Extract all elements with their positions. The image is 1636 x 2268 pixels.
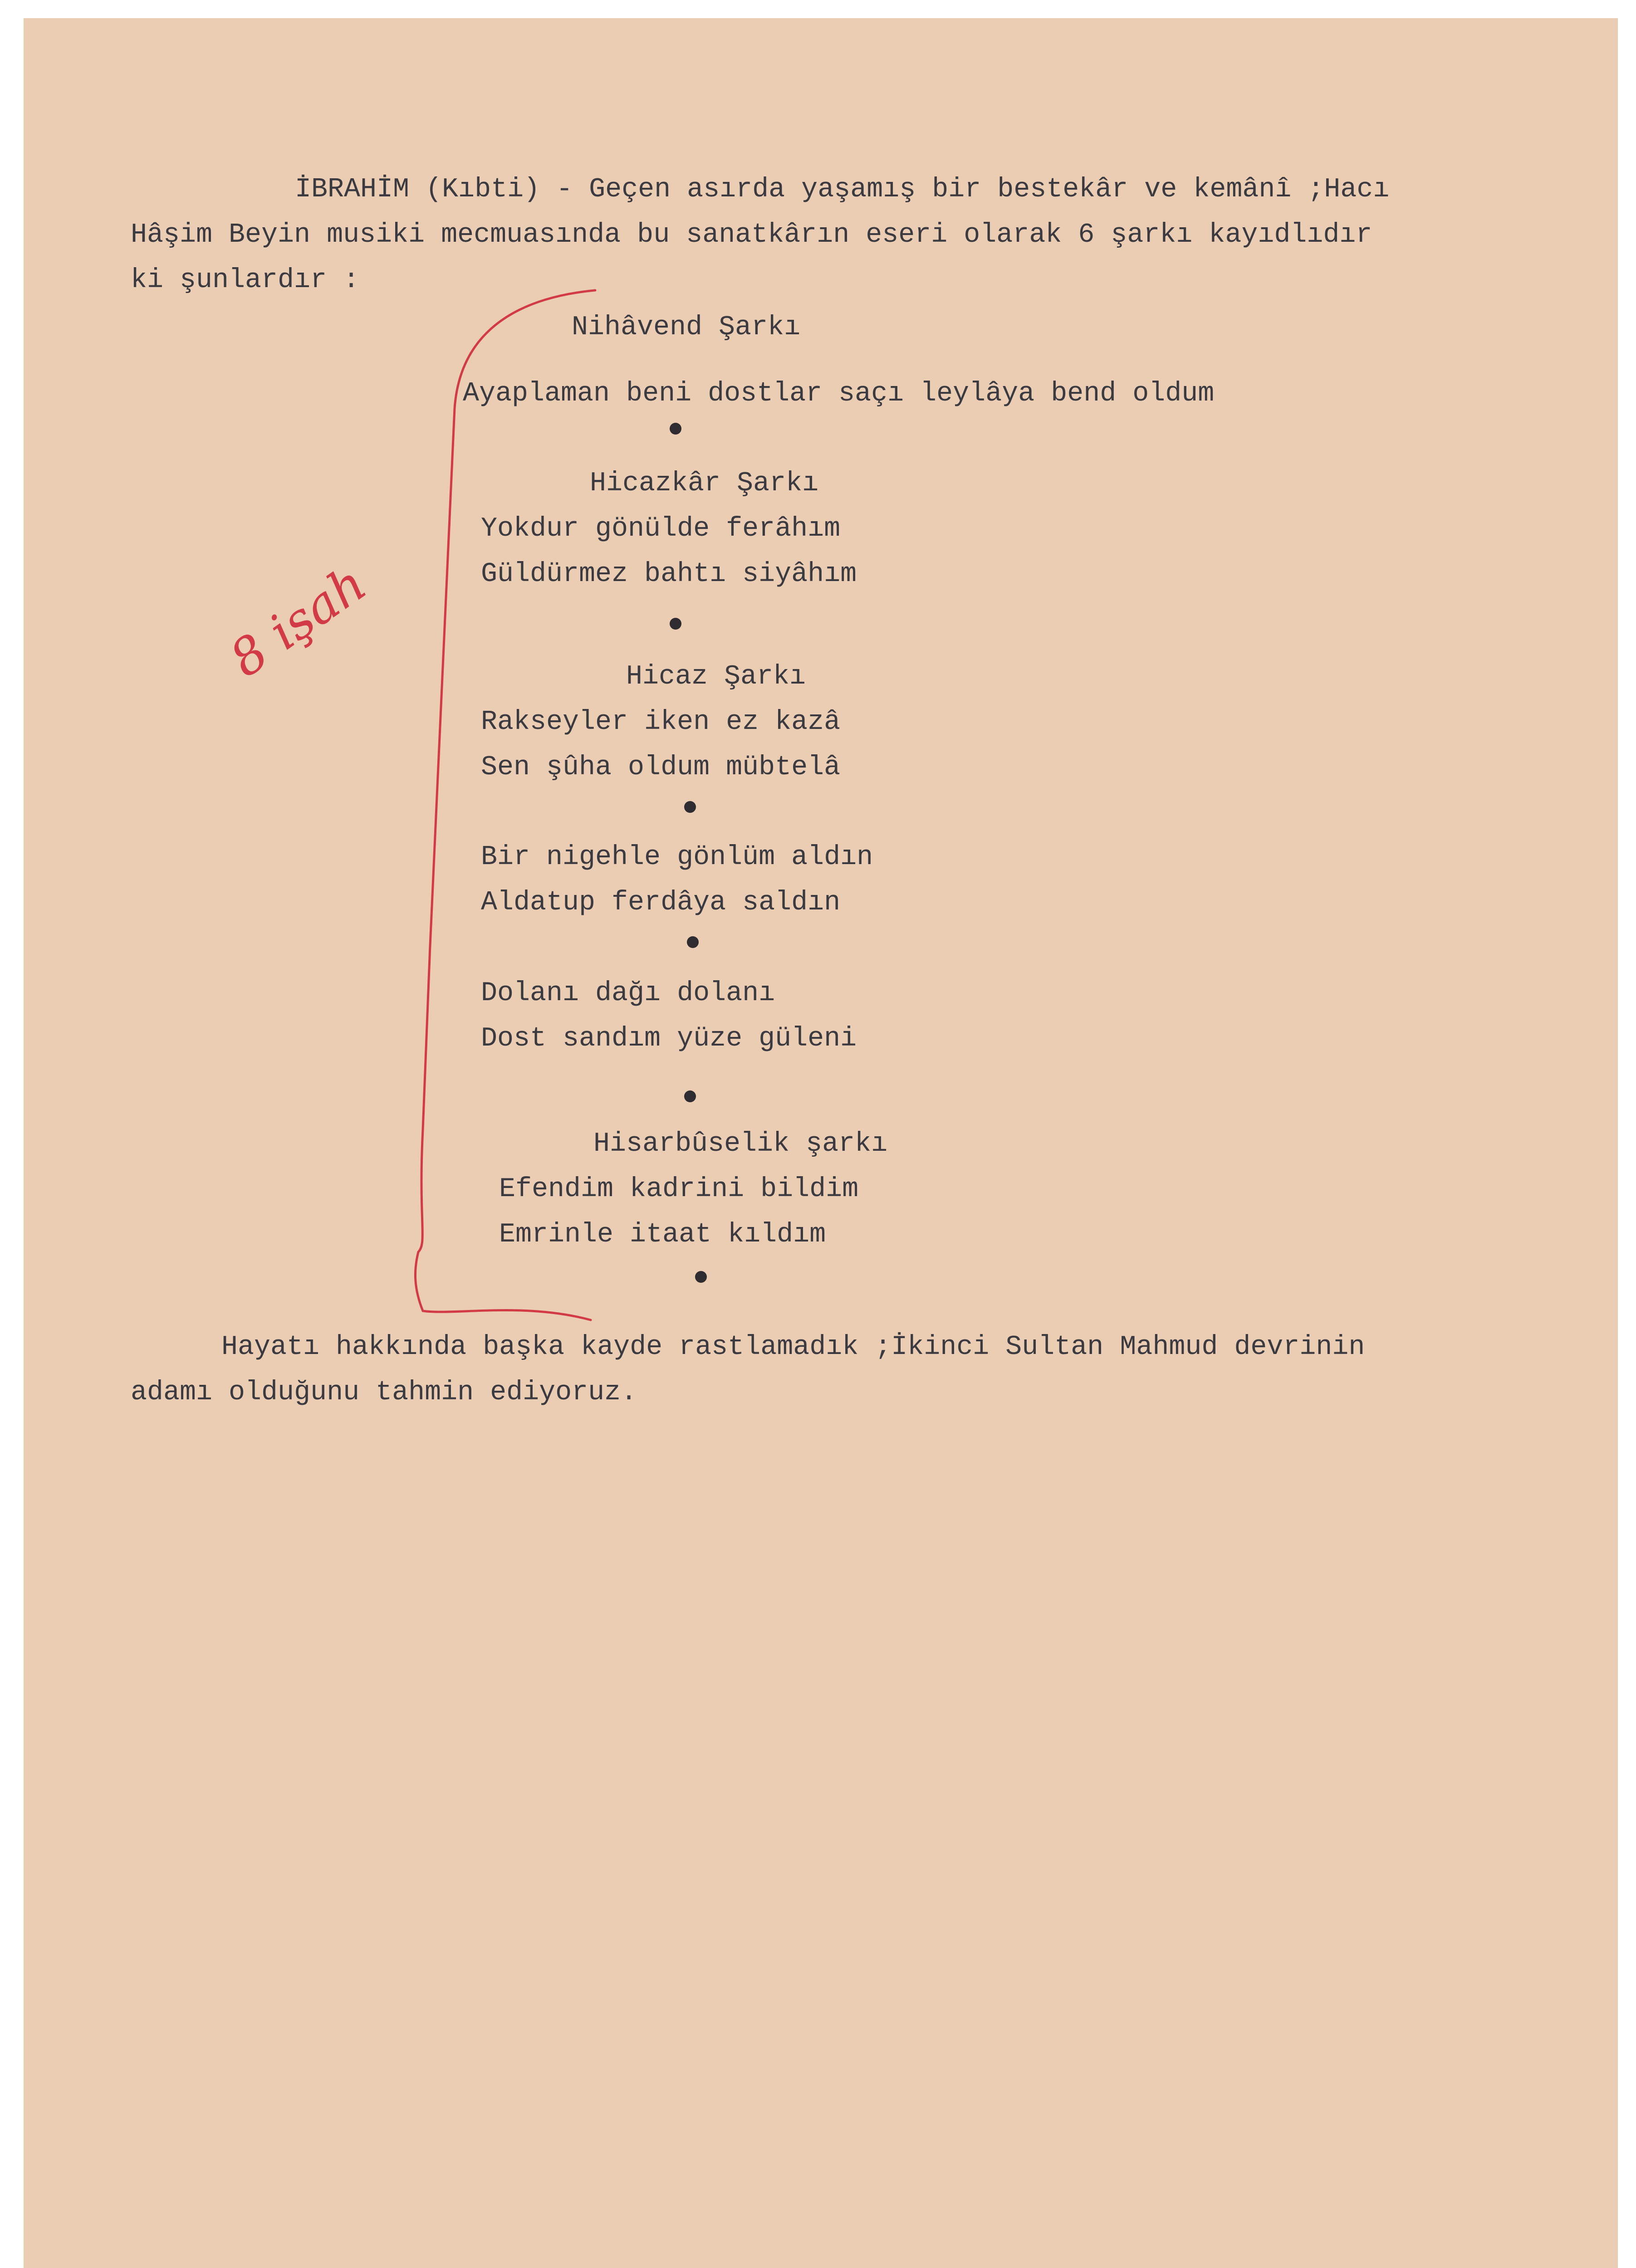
song-line: Ayaplaman beni dostlar saçı leylâya bend oldum (463, 378, 1215, 409)
song-line: Emrinle itaat kıldım (499, 1219, 826, 1250)
closing-line-2: adamı olduğunu tahmin ediyoruz. (131, 1377, 637, 1408)
intro-line-2: Hâşim Beyin musiki mecmuasında bu sanatkârın eseri olarak 6 şarkı kayıdlıdır (131, 220, 1372, 250)
song-line: Bir nigehle gönlüm aldın (481, 842, 873, 873)
song-line: Aldatup ferdâya saldın (481, 887, 841, 918)
intro-line-1: İBRAHİM (Kıbti) - Geçen asırda yaşamış bir bestekâr ve kemânî ;Hacı (295, 174, 1390, 205)
intro-line-3: ki şunlardır : (131, 265, 360, 296)
song-line: Sen şûha oldum mübtelâ (481, 752, 841, 783)
song-line: Yokdur gönülde ferâhım (481, 513, 841, 544)
separator-dot (670, 618, 681, 630)
closing-line-1: Hayatı hakkında başka kayde rastlamadık ;İkinci Sultan Mahmud devrinin (221, 1332, 1365, 1363)
song-line: Efendim kadrini bildim (499, 1174, 859, 1205)
song-line: Güldürmez bahtı siyâhım (481, 559, 857, 590)
margin-note: 8 işah (219, 554, 377, 689)
document-page (24, 18, 1618, 2268)
song-line: Dost sandım yüze güleni (481, 1023, 857, 1054)
separator-dot (687, 936, 699, 948)
song-title: Hicazkâr Şarkı (590, 468, 819, 499)
song-title: Hicaz Şarkı (626, 661, 806, 692)
separator-dot (670, 423, 681, 435)
song-title: Nihâvend Şarkı (572, 312, 801, 343)
separator-dot (684, 1090, 696, 1102)
separator-dot (684, 801, 696, 813)
song-line: Dolanı dağı dolanı (481, 978, 775, 1009)
song-title: Hisarbûselik şarkı (593, 1129, 888, 1159)
separator-dot (695, 1271, 707, 1283)
song-line: Rakseyler iken ez kazâ (481, 707, 841, 738)
